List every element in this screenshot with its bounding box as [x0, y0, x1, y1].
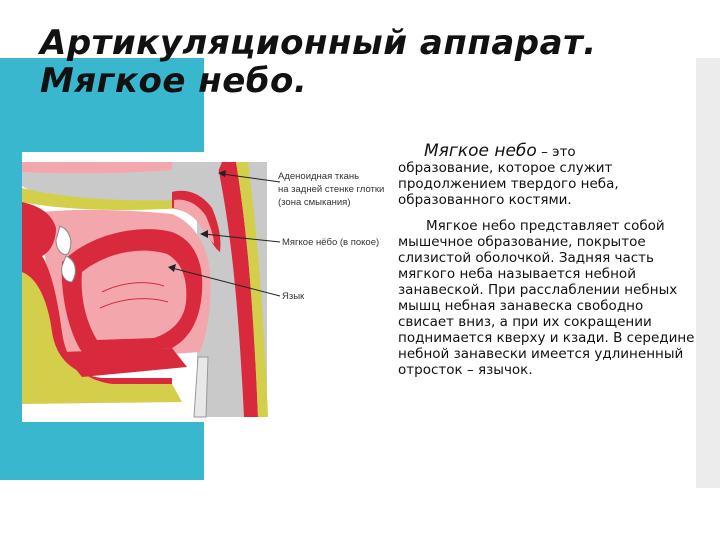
label-adenoid-line2: на задней стенке глотки	[278, 184, 385, 195]
description-text	[398, 143, 698, 378]
definition-rest: образование, которое служит продолжением твердого неба, образованного костями.	[398, 160, 619, 208]
label-adenoid-line3: (зона смыкания)	[278, 197, 351, 208]
paragraph-description: Мягкое небо представляет собой мышечное образование, покрытое слизистой оболочкой. Задняя часть мягкого неба называется небной занавеской. При расслаблении небных мышц небная занавеска свободно свисает вниз, а при их сокращении поднимается кверху и кзади. В середине небной занавески имеется удлиненный отросток – язычок.	[398, 218, 695, 378]
anatomy-figure	[22, 152, 402, 422]
label-soft-palate: Мягкое нёбо (в покое)	[282, 237, 380, 248]
definition-dash: – это	[536, 144, 576, 160]
label-tongue: Язык	[282, 291, 305, 302]
definition-first-line	[398, 143, 698, 160]
title-line-2: Мягкое небо.	[40, 61, 308, 101]
label-adenoid-line1: Аденоидная ткань	[278, 171, 360, 182]
slide-title	[40, 24, 597, 100]
title-line-1: Артикуляционный аппарат.	[40, 23, 597, 63]
decorative-side-bar	[696, 58, 720, 488]
term-soft-palate: Мягкое небо	[424, 141, 537, 161]
label-adenoid	[278, 170, 384, 209]
